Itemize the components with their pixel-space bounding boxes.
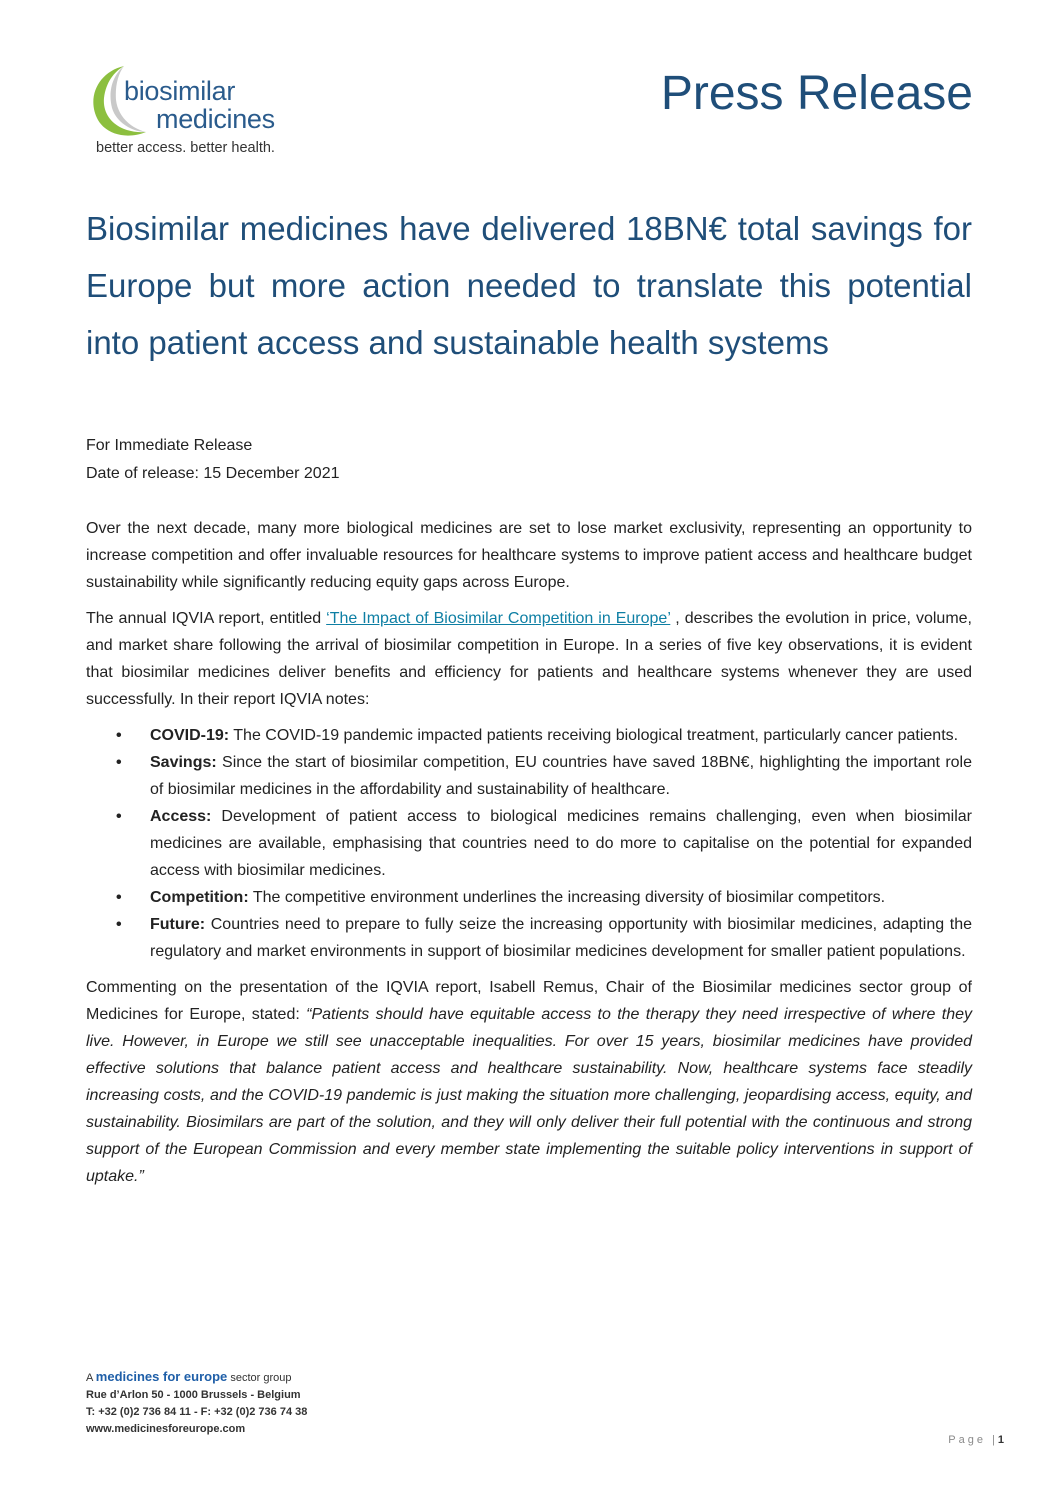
observation-text: Development of patient access to biological medicines remains challenging, even when biosimilar medicines are available, emphasising that countries need to do more to capitalise on the potential for expanded access with biosimilar medicines. [150, 808, 972, 879]
release-meta [86, 432, 339, 488]
logo-word-medicines: medicines [156, 104, 275, 134]
footer-suffix: sector group [227, 1372, 292, 1384]
observation-label: Competition: [150, 889, 249, 906]
footer-prefix: A [86, 1372, 96, 1384]
observation-text: The COVID-19 pandemic impacted patients receiving biological treatment, particularly cancer patients. [229, 727, 959, 744]
footer-address: Rue d’Arlon 50 - 1000 Brussels - Belgium [86, 1389, 301, 1401]
observations-list [86, 722, 972, 965]
press-release-title: Press Release [660, 67, 973, 120]
observation-label: COVID-19: [150, 727, 230, 744]
paragraph-intro: Over the next decade, many more biological medicines are set to lose market exclusivity, representing an opportunity to increase competition and offer invaluable resources for healthcare systems to improve patient access and healthcare budget sustainability while significantly reducing equity gaps across Europe. [86, 520, 972, 591]
list-item [86, 911, 972, 965]
observation-text: Countries need to prepare to fully seize the increasing opportunity with biosimilar medicines, adapting the regulatory and market environments in support of biosimilar medicines development for smaller patient populations. [150, 916, 972, 960]
page-number [948, 1434, 1004, 1446]
list-item [86, 884, 972, 911]
headline: Biosimilar medicines have delivered 18BN€ total savings for Europe but more action needed to translate this potential into patient access and sustainable health systems [86, 210, 972, 361]
company-logo [84, 62, 304, 162]
report-text-after: , describes the evolution in price, volume, and market share following the arrival of biosimilar competition in Europe. In a series of five key observations, it is evident that biosimilar medicines deliver benefits and efficiency for patients and healthcare systems whenever they are used successfully. In their report IQVIA notes: [86, 610, 972, 708]
paragraph-report [86, 605, 972, 713]
body-text [86, 515, 972, 1199]
report-text-before: The annual IQVIA report, entitled [86, 610, 327, 627]
list-item [86, 749, 972, 803]
release-type: For Immediate Release [86, 437, 253, 454]
logo-word-biosimilar: biosimilar [124, 76, 236, 106]
observation-text: Since the start of biosimilar competition, EU countries have saved 18BN€, highlighting the important role of biosimilar medicines in the affordability and sustainability of healthcare. [150, 754, 972, 798]
bullet-icon: • [116, 754, 122, 771]
bullet-icon: • [116, 727, 122, 744]
page-separator: | [992, 1434, 998, 1446]
report-link[interactable]: ‘The Impact of Biosimilar Competition in Europe’ [326, 610, 671, 627]
observation-text: The competitive environment underlines the increasing diversity of biosimilar competitors. [248, 889, 886, 906]
page-number-value: 1 [997, 1434, 1004, 1446]
footer-sector-line [86, 1368, 307, 1387]
observation-label: Future: [150, 916, 206, 933]
footer [86, 1368, 307, 1438]
footer-brand: medicines for europe [95, 1369, 228, 1384]
observation-label: Savings: [150, 754, 217, 771]
bullet-icon: • [116, 808, 122, 825]
observation-label: Access: [150, 808, 212, 825]
bullet-icon: • [116, 889, 122, 906]
paragraph-quote [86, 974, 972, 1190]
quote-text: “Patients should have equitable access to the therapy they need irrespective of where they live. However, in Europe we still see unacceptable inequalities. For over 15 years, biosimilar medicines have provided effective solutions that balance patient access and healthcare sustainability. Now, healthcare systems face steadily increasing costs, and the COVID-19 pandemic is just making the situation more challenging, jeopardising access, equity, and sustainability. Biosimilars are part of the solution, and they will only deliver their full potential with the continuous and strong support of the European Commission and every member state implementing the suitable policy interventions in support of uptake.” [86, 1006, 972, 1185]
list-item [86, 803, 972, 884]
page-label: Page [948, 1434, 986, 1446]
quote-intro: Commenting on the presentation of the IQVIA report, Isabell Remus, Chair of the Biosimilar medicines sector group of Medicines for Europe, stated: [86, 979, 972, 1023]
bullet-icon: • [116, 916, 122, 933]
release-date: Date of release: 15 December 2021 [86, 465, 340, 482]
footer-phone: T: +32 (0)2 736 84 11 - F: +32 (0)2 736 74 38 [86, 1406, 308, 1418]
logo-tagline: better access. better health. [96, 140, 275, 156]
list-item [86, 722, 972, 749]
footer-website: www.medicinesforeurope.com [86, 1423, 246, 1435]
